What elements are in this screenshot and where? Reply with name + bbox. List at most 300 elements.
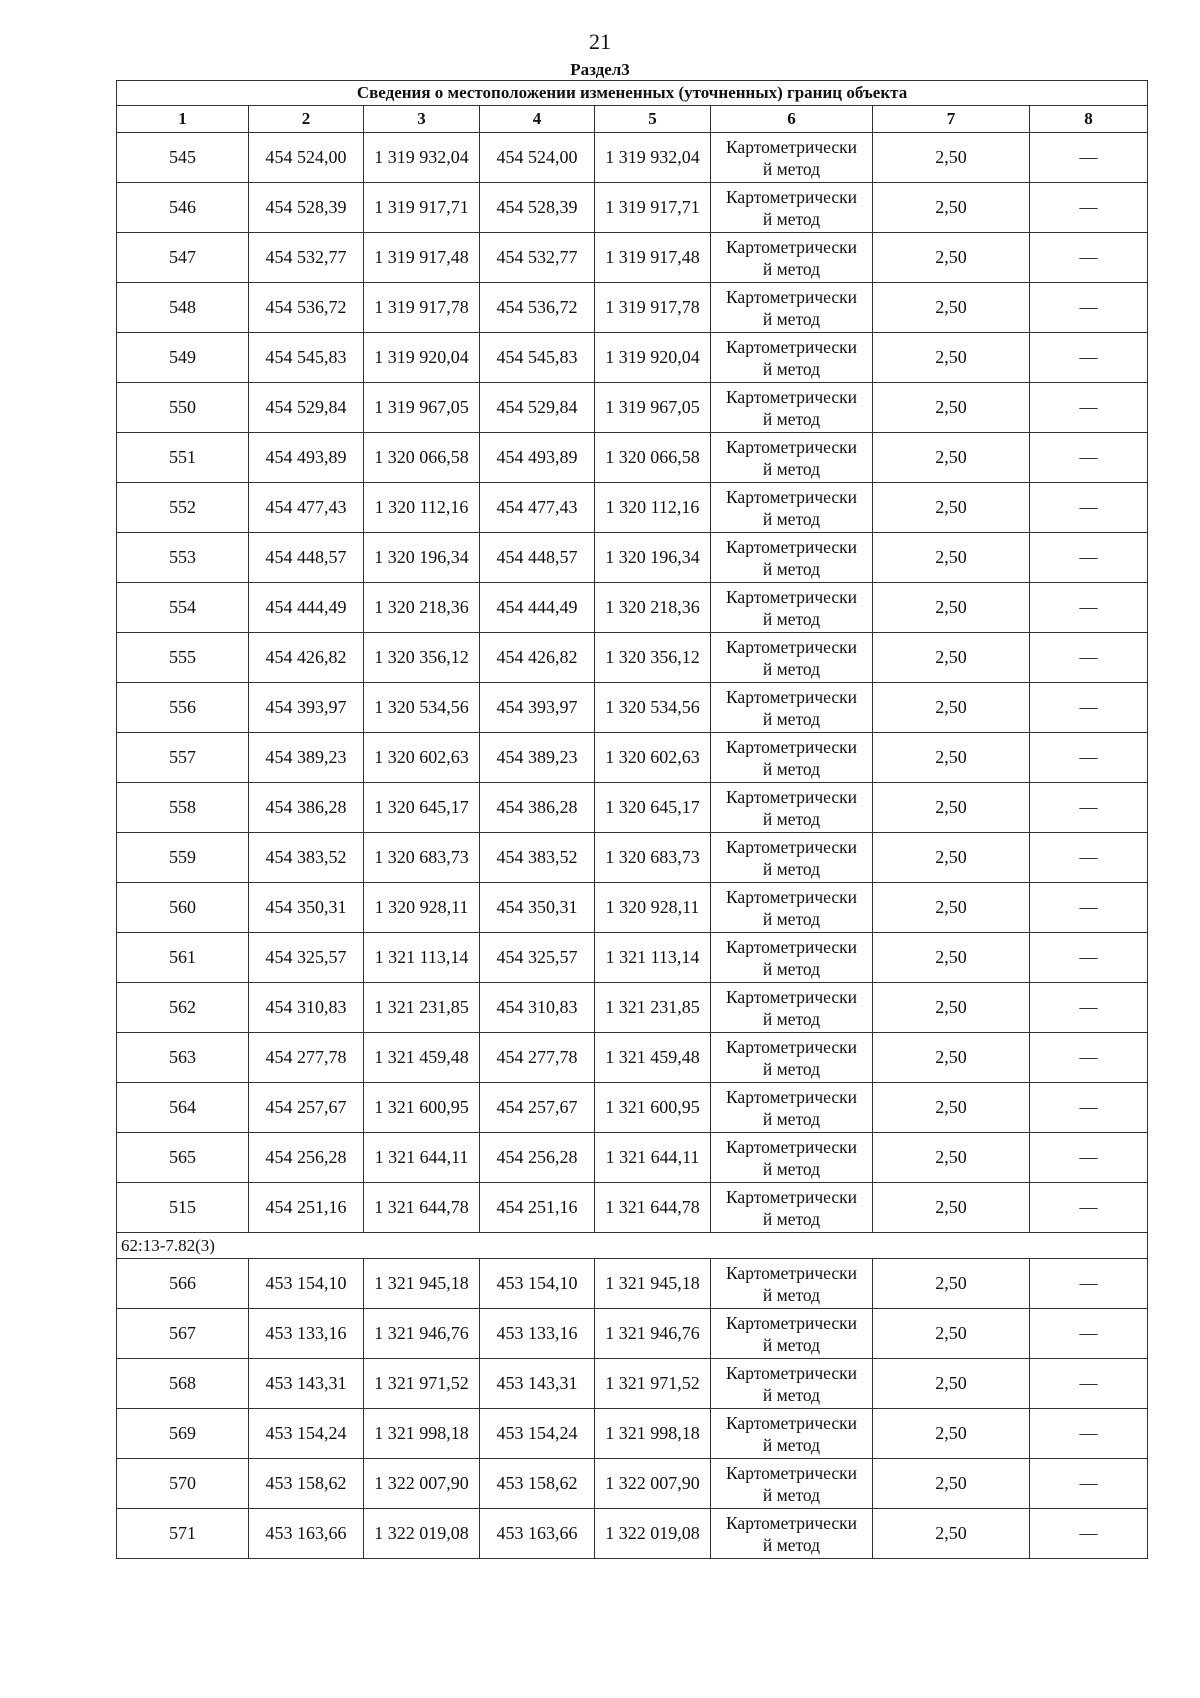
accuracy-cell: 2,50	[873, 483, 1030, 533]
accuracy-cell: 2,50	[873, 1133, 1030, 1183]
note-cell: —	[1030, 1409, 1148, 1459]
column-number-row	[117, 106, 1148, 133]
method-cell	[711, 1259, 873, 1309]
table-row	[117, 1409, 1148, 1459]
table-row	[117, 183, 1148, 233]
x-coordinate-new-cell: 454 256,28	[480, 1133, 595, 1183]
method-line: Картометрически	[725, 1362, 858, 1383]
note-cell: —	[1030, 983, 1148, 1033]
method-line: Картометрически	[725, 186, 858, 207]
method-line: Картометрически	[725, 1412, 858, 1433]
x-coordinate-new-cell: 454 383,52	[480, 833, 595, 883]
accuracy-cell: 2,50	[873, 1409, 1030, 1459]
note-cell: —	[1030, 833, 1148, 883]
x-coordinate-new-cell: 454 350,31	[480, 883, 595, 933]
method-line: й метод	[762, 458, 821, 479]
y-coordinate-cell: 1 320 356,12	[364, 633, 480, 683]
method-line: Картометрически	[725, 986, 858, 1007]
note-cell: —	[1030, 1033, 1148, 1083]
x-coordinate-new-cell: 454 310,83	[480, 983, 595, 1033]
x-coordinate-new-cell: 454 325,57	[480, 933, 595, 983]
y-coordinate-new-cell: 1 321 644,11	[595, 1133, 711, 1183]
x-coordinate-new-cell: 454 545,83	[480, 333, 595, 383]
y-coordinate-new-cell: 1 321 971,52	[595, 1359, 711, 1409]
table-row	[117, 533, 1148, 583]
accuracy-cell: 2,50	[873, 283, 1030, 333]
accuracy-cell: 2,50	[873, 1259, 1030, 1309]
x-coordinate-new-cell: 454 493,89	[480, 433, 595, 483]
method-cell	[711, 483, 873, 533]
method-line: й метод	[762, 708, 821, 729]
table-row	[117, 1083, 1148, 1133]
method-cell	[711, 683, 873, 733]
y-coordinate-cell: 1 321 231,85	[364, 983, 480, 1033]
accuracy-cell: 2,50	[873, 833, 1030, 883]
x-coordinate-new-cell: 454 477,43	[480, 483, 595, 533]
y-coordinate-cell: 1 320 928,11	[364, 883, 480, 933]
method-line: Картометрически	[725, 736, 858, 757]
y-coordinate-cell: 1 319 917,71	[364, 183, 480, 233]
accuracy-cell: 2,50	[873, 133, 1030, 183]
method-line: Картометрически	[725, 336, 858, 357]
note-cell: —	[1030, 583, 1148, 633]
x-coordinate-cell: 454 350,31	[249, 883, 364, 933]
page-number: 21	[589, 29, 611, 54]
y-coordinate-new-cell: 1 320 218,36	[595, 583, 711, 633]
y-coordinate-cell: 1 321 945,18	[364, 1259, 480, 1309]
accuracy-cell: 2,50	[873, 183, 1030, 233]
x-coordinate-cell: 454 257,67	[249, 1083, 364, 1133]
y-coordinate-new-cell: 1 319 920,04	[595, 333, 711, 383]
accuracy-cell: 2,50	[873, 883, 1030, 933]
method-cell	[711, 1459, 873, 1509]
y-coordinate-new-cell: 1 320 356,12	[595, 633, 711, 683]
method-line: Картометрически	[725, 836, 858, 857]
table-row	[117, 583, 1148, 633]
y-coordinate-cell: 1 320 218,36	[364, 583, 480, 633]
x-coordinate-new-cell: 454 532,77	[480, 233, 595, 283]
method-cell	[711, 1133, 873, 1183]
method-line: Картометрически	[725, 936, 858, 957]
accuracy-cell: 2,50	[873, 1183, 1030, 1233]
method-cell	[711, 1309, 873, 1359]
y-coordinate-cell: 1 321 459,48	[364, 1033, 480, 1083]
y-coordinate-new-cell: 1 319 917,48	[595, 233, 711, 283]
note-cell: —	[1030, 633, 1148, 683]
method-line: Картометрически	[725, 1512, 858, 1533]
method-cell	[711, 1183, 873, 1233]
table-row	[117, 633, 1148, 683]
column-number: 6	[711, 106, 873, 133]
note-cell: —	[1030, 1183, 1148, 1233]
cadastral-group-label: 62:13-7.82(3)	[117, 1233, 1148, 1259]
x-coordinate-cell: 454 532,77	[249, 233, 364, 283]
method-line: Картометрически	[725, 586, 858, 607]
method-line: й метод	[762, 1434, 821, 1455]
x-coordinate-cell: 454 448,57	[249, 533, 364, 583]
accuracy-cell: 2,50	[873, 333, 1030, 383]
method-cell	[711, 283, 873, 333]
x-coordinate-cell: 454 426,82	[249, 633, 364, 683]
y-coordinate-new-cell: 1 322 007,90	[595, 1459, 711, 1509]
point-number-cell: 567	[117, 1309, 249, 1359]
x-coordinate-cell: 454 529,84	[249, 383, 364, 433]
column-number: 5	[595, 106, 711, 133]
y-coordinate-cell: 1 320 645,17	[364, 783, 480, 833]
x-coordinate-new-cell: 454 393,97	[480, 683, 595, 733]
note-cell: —	[1030, 233, 1148, 283]
method-line: Картометрически	[725, 136, 858, 157]
method-line: Картометрически	[725, 536, 858, 557]
x-coordinate-new-cell: 453 163,66	[480, 1509, 595, 1559]
x-coordinate-cell: 454 325,57	[249, 933, 364, 983]
method-line: й метод	[762, 408, 821, 429]
x-coordinate-cell: 454 386,28	[249, 783, 364, 833]
note-cell: —	[1030, 333, 1148, 383]
y-coordinate-cell: 1 321 644,78	[364, 1183, 480, 1233]
y-coordinate-cell: 1 321 971,52	[364, 1359, 480, 1409]
method-line: Картометрически	[725, 436, 858, 457]
accuracy-cell: 2,50	[873, 433, 1030, 483]
x-coordinate-cell: 454 493,89	[249, 433, 364, 483]
x-coordinate-new-cell: 453 154,10	[480, 1259, 595, 1309]
table-row	[117, 1509, 1148, 1559]
y-coordinate-cell: 1 321 946,76	[364, 1309, 480, 1359]
y-coordinate-new-cell: 1 319 917,71	[595, 183, 711, 233]
point-number-cell: 564	[117, 1083, 249, 1133]
method-line: й метод	[762, 608, 821, 629]
x-coordinate-cell: 453 154,10	[249, 1259, 364, 1309]
y-coordinate-new-cell: 1 320 112,16	[595, 483, 711, 533]
x-coordinate-new-cell: 454 386,28	[480, 783, 595, 833]
point-number-cell: 553	[117, 533, 249, 583]
y-coordinate-new-cell: 1 321 231,85	[595, 983, 711, 1033]
note-cell: —	[1030, 1459, 1148, 1509]
method-line: й метод	[762, 1284, 821, 1305]
x-coordinate-new-cell: 454 448,57	[480, 533, 595, 583]
accuracy-cell: 2,50	[873, 233, 1030, 283]
table-row	[117, 483, 1148, 533]
method-line: й метод	[762, 258, 821, 279]
table-row	[117, 283, 1148, 333]
y-coordinate-new-cell: 1 321 644,78	[595, 1183, 711, 1233]
point-number-cell: 548	[117, 283, 249, 333]
note-cell: —	[1030, 1133, 1148, 1183]
table-row	[117, 333, 1148, 383]
y-coordinate-cell: 1 319 920,04	[364, 333, 480, 383]
method-line: й метод	[762, 1058, 821, 1079]
method-line: й метод	[762, 1108, 821, 1129]
method-line: Картометрически	[725, 1462, 858, 1483]
method-cell	[711, 733, 873, 783]
method-line: й метод	[762, 208, 821, 229]
y-coordinate-new-cell: 1 319 967,05	[595, 383, 711, 433]
point-number-cell: 561	[117, 933, 249, 983]
accuracy-cell: 2,50	[873, 533, 1030, 583]
method-line: Картометрически	[725, 1186, 858, 1207]
x-coordinate-new-cell: 454 536,72	[480, 283, 595, 333]
table-row	[117, 1359, 1148, 1409]
method-line: й метод	[762, 1158, 821, 1179]
table-row	[117, 883, 1148, 933]
y-coordinate-new-cell: 1 321 113,14	[595, 933, 711, 983]
point-number-cell: 565	[117, 1133, 249, 1183]
accuracy-cell: 2,50	[873, 1459, 1030, 1509]
method-line: й метод	[762, 808, 821, 829]
y-coordinate-new-cell: 1 319 917,78	[595, 283, 711, 333]
method-line: й метод	[762, 1534, 821, 1555]
x-coordinate-new-cell: 454 528,39	[480, 183, 595, 233]
y-coordinate-new-cell: 1 320 534,56	[595, 683, 711, 733]
y-coordinate-new-cell: 1 320 645,17	[595, 783, 711, 833]
method-line: Картометрически	[725, 636, 858, 657]
method-line: Картометрически	[725, 1136, 858, 1157]
method-cell	[711, 1033, 873, 1083]
x-coordinate-new-cell: 454 444,49	[480, 583, 595, 633]
y-coordinate-new-cell: 1 320 928,11	[595, 883, 711, 933]
y-coordinate-new-cell: 1 321 998,18	[595, 1409, 711, 1459]
method-cell	[711, 1083, 873, 1133]
accuracy-cell: 2,50	[873, 783, 1030, 833]
method-cell	[711, 1509, 873, 1559]
method-line: й метод	[762, 1334, 821, 1355]
x-coordinate-cell: 454 277,78	[249, 1033, 364, 1083]
x-coordinate-cell: 453 133,16	[249, 1309, 364, 1359]
point-number-cell: 551	[117, 433, 249, 483]
point-number-cell: 549	[117, 333, 249, 383]
note-cell: —	[1030, 283, 1148, 333]
y-coordinate-cell: 1 320 534,56	[364, 683, 480, 733]
x-coordinate-cell: 454 256,28	[249, 1133, 364, 1183]
y-coordinate-cell: 1 321 113,14	[364, 933, 480, 983]
note-cell: —	[1030, 183, 1148, 233]
table-row	[117, 233, 1148, 283]
x-coordinate-cell: 454 524,00	[249, 133, 364, 183]
method-cell	[711, 333, 873, 383]
x-coordinate-new-cell: 454 524,00	[480, 133, 595, 183]
x-coordinate-new-cell: 453 143,31	[480, 1359, 595, 1409]
accuracy-cell: 2,50	[873, 1359, 1030, 1409]
method-line: й метод	[762, 1384, 821, 1405]
point-number-cell: 568	[117, 1359, 249, 1409]
note-cell: —	[1030, 1509, 1148, 1559]
table-row	[117, 983, 1148, 1033]
y-coordinate-cell: 1 319 917,78	[364, 283, 480, 333]
accuracy-cell: 2,50	[873, 983, 1030, 1033]
method-cell	[711, 1409, 873, 1459]
method-line: й метод	[762, 908, 821, 929]
method-line: Картометрически	[725, 1036, 858, 1057]
point-number-cell: 562	[117, 983, 249, 1033]
y-coordinate-cell: 1 321 600,95	[364, 1083, 480, 1133]
x-coordinate-new-cell: 453 154,24	[480, 1409, 595, 1459]
method-line: й метод	[762, 1208, 821, 1229]
method-cell	[711, 783, 873, 833]
x-coordinate-cell: 454 444,49	[249, 583, 364, 633]
y-coordinate-new-cell: 1 320 066,58	[595, 433, 711, 483]
point-number-cell: 555	[117, 633, 249, 683]
table-row	[117, 1183, 1148, 1233]
table-row	[117, 1309, 1148, 1359]
note-cell: —	[1030, 933, 1148, 983]
method-line: Картометрически	[725, 886, 858, 907]
accuracy-cell: 2,50	[873, 633, 1030, 683]
table-row	[117, 383, 1148, 433]
x-coordinate-cell: 454 383,52	[249, 833, 364, 883]
accuracy-cell: 2,50	[873, 933, 1030, 983]
note-cell: —	[1030, 383, 1148, 433]
accuracy-cell: 2,50	[873, 683, 1030, 733]
y-coordinate-cell: 1 320 683,73	[364, 833, 480, 883]
note-cell: —	[1030, 783, 1148, 833]
column-number: 7	[873, 106, 1030, 133]
x-coordinate-cell: 454 389,23	[249, 733, 364, 783]
method-cell	[711, 183, 873, 233]
table-title-row	[117, 81, 1148, 106]
method-line: Картометрически	[725, 1086, 858, 1107]
point-number-cell: 556	[117, 683, 249, 733]
table-row	[117, 1259, 1148, 1309]
point-number-cell: 515	[117, 1183, 249, 1233]
x-coordinate-cell: 453 143,31	[249, 1359, 364, 1409]
note-cell: —	[1030, 483, 1148, 533]
method-line: Картометрически	[725, 236, 858, 257]
x-coordinate-new-cell: 453 133,16	[480, 1309, 595, 1359]
point-number-cell: 563	[117, 1033, 249, 1083]
note-cell: —	[1030, 733, 1148, 783]
y-coordinate-cell: 1 321 644,11	[364, 1133, 480, 1183]
x-coordinate-cell: 454 393,97	[249, 683, 364, 733]
y-coordinate-cell: 1 319 917,48	[364, 233, 480, 283]
boundary-coordinates-table	[116, 80, 1148, 1559]
point-number-cell: 547	[117, 233, 249, 283]
y-coordinate-cell: 1 319 967,05	[364, 383, 480, 433]
method-cell	[711, 1359, 873, 1409]
y-coordinate-cell: 1 320 602,63	[364, 733, 480, 783]
table-row	[117, 683, 1148, 733]
note-cell: —	[1030, 1259, 1148, 1309]
method-cell	[711, 133, 873, 183]
method-cell	[711, 883, 873, 933]
table-row	[117, 933, 1148, 983]
method-cell	[711, 233, 873, 283]
point-number-cell: 560	[117, 883, 249, 933]
x-coordinate-cell: 454 528,39	[249, 183, 364, 233]
accuracy-cell: 2,50	[873, 383, 1030, 433]
x-coordinate-cell: 453 154,24	[249, 1409, 364, 1459]
method-line: Картометрически	[725, 1262, 858, 1283]
x-coordinate-cell: 454 536,72	[249, 283, 364, 333]
x-coordinate-cell: 453 163,66	[249, 1509, 364, 1559]
method-cell	[711, 383, 873, 433]
y-coordinate-new-cell: 1 320 602,63	[595, 733, 711, 783]
x-coordinate-new-cell: 454 389,23	[480, 733, 595, 783]
table-row	[117, 1133, 1148, 1183]
note-cell: —	[1030, 683, 1148, 733]
point-number-cell: 571	[117, 1509, 249, 1559]
method-line: й метод	[762, 158, 821, 179]
method-cell	[711, 983, 873, 1033]
y-coordinate-cell: 1 319 932,04	[364, 133, 480, 183]
method-line: Картометрически	[725, 386, 858, 407]
table-row	[117, 133, 1148, 183]
note-cell: —	[1030, 1309, 1148, 1359]
column-number: 1	[117, 106, 249, 133]
y-coordinate-new-cell: 1 322 019,08	[595, 1509, 711, 1559]
point-number-cell: 545	[117, 133, 249, 183]
point-number-cell: 559	[117, 833, 249, 883]
point-number-cell: 570	[117, 1459, 249, 1509]
point-number-cell: 557	[117, 733, 249, 783]
x-coordinate-cell: 454 251,16	[249, 1183, 364, 1233]
method-line: й метод	[762, 558, 821, 579]
accuracy-cell: 2,50	[873, 1083, 1030, 1133]
x-coordinate-cell: 454 477,43	[249, 483, 364, 533]
point-number-cell: 554	[117, 583, 249, 633]
y-coordinate-new-cell: 1 319 932,04	[595, 133, 711, 183]
x-coordinate-new-cell: 454 257,67	[480, 1083, 595, 1133]
note-cell: —	[1030, 883, 1148, 933]
note-cell: —	[1030, 433, 1148, 483]
method-line: й метод	[762, 858, 821, 879]
y-coordinate-cell: 1 320 112,16	[364, 483, 480, 533]
y-coordinate-cell: 1 320 196,34	[364, 533, 480, 583]
table-row	[117, 833, 1148, 883]
table-row	[117, 733, 1148, 783]
method-line: й метод	[762, 958, 821, 979]
method-line: й метод	[762, 1008, 821, 1029]
point-number-cell: 566	[117, 1259, 249, 1309]
table-row	[117, 1459, 1148, 1509]
note-cell: —	[1030, 533, 1148, 583]
y-coordinate-cell: 1 320 066,58	[364, 433, 480, 483]
x-coordinate-cell: 454 545,83	[249, 333, 364, 383]
method-line: й метод	[762, 658, 821, 679]
method-cell	[711, 933, 873, 983]
x-coordinate-new-cell: 454 251,16	[480, 1183, 595, 1233]
method-line: й метод	[762, 1484, 821, 1505]
column-number: 2	[249, 106, 364, 133]
table-body	[117, 133, 1148, 1559]
y-coordinate-new-cell: 1 320 683,73	[595, 833, 711, 883]
column-number: 3	[364, 106, 480, 133]
note-cell: —	[1030, 1083, 1148, 1133]
column-number: 4	[480, 106, 595, 133]
method-line: Картометрически	[725, 786, 858, 807]
method-cell	[711, 633, 873, 683]
section-title: Раздел3	[570, 60, 630, 79]
y-coordinate-cell: 1 322 007,90	[364, 1459, 480, 1509]
x-coordinate-cell: 454 310,83	[249, 983, 364, 1033]
method-cell	[711, 433, 873, 483]
note-cell: —	[1030, 133, 1148, 183]
accuracy-cell: 2,50	[873, 733, 1030, 783]
y-coordinate-new-cell: 1 320 196,34	[595, 533, 711, 583]
accuracy-cell: 2,50	[873, 1509, 1030, 1559]
method-cell	[711, 583, 873, 633]
y-coordinate-new-cell: 1 321 600,95	[595, 1083, 711, 1133]
x-coordinate-new-cell: 454 426,82	[480, 633, 595, 683]
table-row	[117, 783, 1148, 833]
x-coordinate-new-cell: 453 158,62	[480, 1459, 595, 1509]
x-coordinate-new-cell: 454 529,84	[480, 383, 595, 433]
method-line: й метод	[762, 758, 821, 779]
y-coordinate-new-cell: 1 321 946,76	[595, 1309, 711, 1359]
point-number-cell: 552	[117, 483, 249, 533]
note-cell: —	[1030, 1359, 1148, 1409]
y-coordinate-new-cell: 1 321 945,18	[595, 1259, 711, 1309]
method-line: Картометрически	[725, 486, 858, 507]
